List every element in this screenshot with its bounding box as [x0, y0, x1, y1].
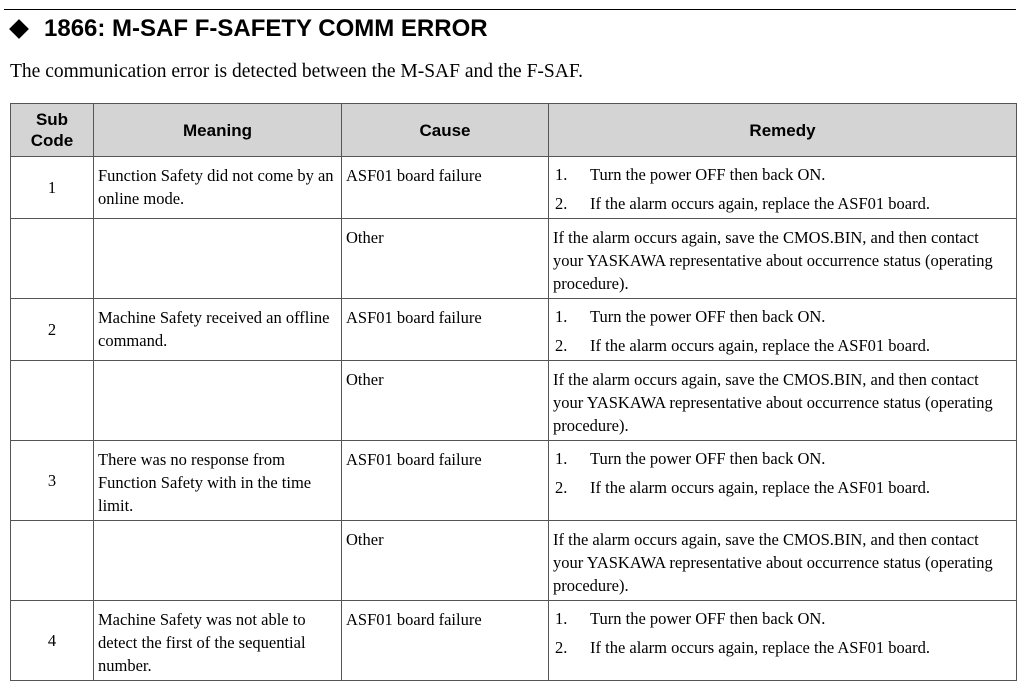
remedy-cell: If the alarm occurs again, save the CMOS.BIN, and then contact your YASKAWA representative about occurrence status (operating procedure). [549, 361, 1017, 441]
remedy-step: 1. Turn the power OFF then back ON. [555, 165, 826, 184]
remedy-cell [549, 299, 1017, 361]
header-remedy: Remedy [549, 104, 1017, 157]
sub-code-cell: 3 [11, 441, 94, 521]
remedy-cell: If the alarm occurs again, save the CMOS.BIN, and then contact your YASKAWA representative about occurrence status (operating procedure). [549, 219, 1017, 299]
remedy-cell [549, 441, 1017, 521]
remedy-step: 2. If the alarm occurs again, replace the ASF01 board. [555, 194, 930, 213]
cause-cell: ASF01 board failure [342, 441, 549, 521]
remedy-step: 2. If the alarm occurs again, replace the ASF01 board. [555, 336, 930, 355]
remedy-step: 2. If the alarm occurs again, replace the ASF01 board. [555, 478, 930, 497]
remedy-step: 1. Turn the power OFF then back ON. [555, 609, 826, 628]
remedy-cell [549, 601, 1017, 681]
meaning-cell: Machine Safety was not able to detect the first of the sequential number. [94, 601, 342, 681]
alarm-subcode-table [10, 103, 1017, 681]
cause-cell: Other [342, 521, 549, 601]
meaning-cell: Function Safety did not come by an online mode. [94, 157, 342, 219]
table-row [11, 601, 1017, 681]
sub-code-cell [11, 521, 94, 601]
remedy-step: 2. If the alarm occurs again, replace the ASF01 board. [555, 638, 930, 657]
sub-code-cell: 1 [11, 157, 94, 219]
remedy-cell: If the alarm occurs again, save the CMOS.BIN, and then contact your YASKAWA representative about occurrence status (operating procedure). [549, 521, 1017, 601]
table-row [11, 157, 1017, 219]
remedy-cell [549, 157, 1017, 219]
meaning-cell [94, 361, 342, 441]
meaning-cell: There was no response from Function Safety with in the time limit. [94, 441, 342, 521]
table-row [11, 441, 1017, 521]
sub-code-cell [11, 219, 94, 299]
table-row [11, 219, 1017, 299]
meaning-cell [94, 521, 342, 601]
table-row [11, 521, 1017, 601]
table-header-row [11, 104, 1017, 157]
section-description: The communication error is detected between the M-SAF and the F-SAF. [10, 61, 584, 82]
top-rule [4, 9, 1016, 10]
header-meaning: Meaning [94, 104, 342, 157]
table-row [11, 361, 1017, 441]
header-cause: Cause [342, 104, 549, 157]
sub-code-cell: 2 [11, 299, 94, 361]
sub-code-cell [11, 361, 94, 441]
meaning-cell: Machine Safety received an offline command. [94, 299, 342, 361]
section-heading [8, 15, 488, 43]
cause-cell: ASF01 board failure [342, 601, 549, 681]
header-sub-code: Sub Code [11, 104, 94, 157]
remedy-step: 1. Turn the power OFF then back ON. [555, 307, 826, 326]
table-row [11, 299, 1017, 361]
section-title: 1866: M-SAF F-SAFETY COMM ERROR [44, 15, 488, 42]
cause-cell: ASF01 board failure [342, 299, 549, 361]
cause-cell: Other [342, 219, 549, 299]
meaning-cell [94, 219, 342, 299]
remedy-step: 1. Turn the power OFF then back ON. [555, 449, 826, 468]
cause-cell: ASF01 board failure [342, 157, 549, 219]
diamond-bullet-icon [9, 19, 29, 39]
sub-code-cell: 4 [11, 601, 94, 681]
cause-cell: Other [342, 361, 549, 441]
